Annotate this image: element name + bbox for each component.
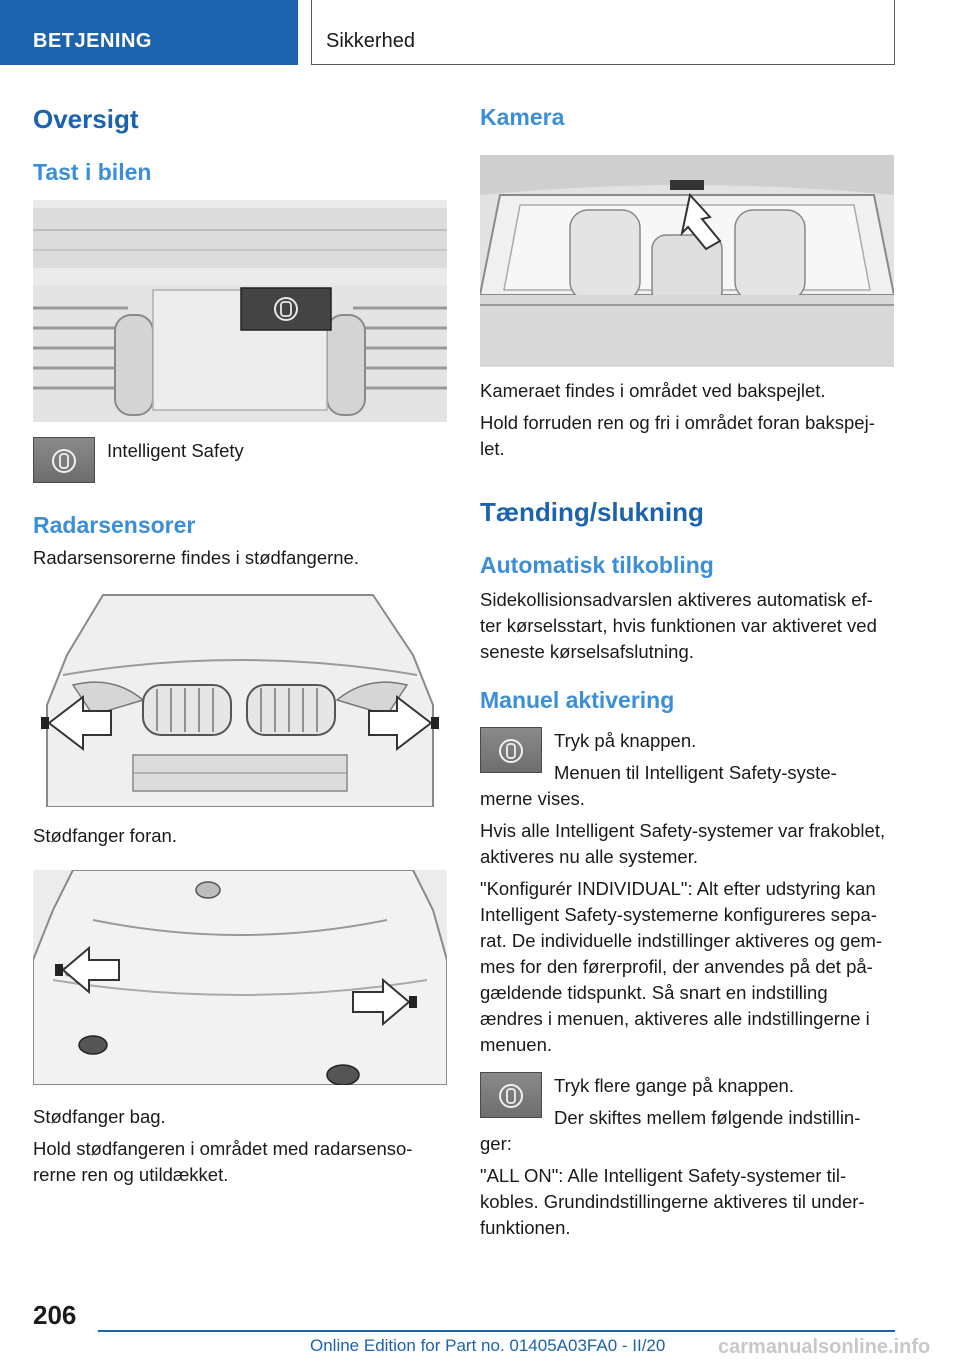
konfigurer-line1: "Konfigurér INDIVIDUAL": Alt efter udstyring kan bbox=[480, 878, 876, 899]
rear-bumper-caption: Stødfanger bag. bbox=[33, 1106, 166, 1127]
press-repeat-text: Tryk flere gange på knappen. bbox=[554, 1075, 794, 1096]
front-bumper-caption: Stødfanger foran. bbox=[33, 825, 177, 846]
page-number: 206 bbox=[33, 1300, 77, 1330]
konfigurer-line6: ændres i menuen, aktiveres alle indstillingerne i bbox=[480, 1008, 870, 1029]
konfigurer-line4: mes for den førerprofil, der anvendes på det på- bbox=[480, 956, 873, 977]
heading-oversigt: Oversigt bbox=[33, 104, 139, 134]
menu-text-line2: merne vises. bbox=[480, 788, 585, 809]
heading-automatisk-tilkobling: Automatisk tilkobling bbox=[480, 552, 714, 578]
switch-text-line2: ger: bbox=[480, 1133, 512, 1154]
dashboard-button-illustration bbox=[33, 200, 447, 422]
edition-text: Online Edition for Part no. 01405A03FA0 - II/20 bbox=[310, 1336, 666, 1355]
hvis-paragraph-line1: Hvis alle Intelligent Safety-systemer var frakoblet, bbox=[480, 820, 886, 841]
heading-manuel-aktivering: Manuel aktivering bbox=[480, 687, 675, 713]
press-button-text: Tryk på knappen. bbox=[554, 730, 697, 751]
konfigurer-line3: rat. De individuelle indstillinger aktiveres og gem- bbox=[480, 930, 883, 951]
clean-paragraph-line2: rerne ren og utildækket. bbox=[33, 1164, 229, 1185]
heading-tast-i-bilen: Tast i bilen bbox=[33, 159, 152, 185]
footer-divider bbox=[98, 1330, 895, 1332]
clean-paragraph-line1: Hold stødfangeren i området med radarsenso- bbox=[33, 1138, 413, 1159]
all-on-line1: "ALL ON": Alle Intelligent Safety-systemer til- bbox=[480, 1165, 847, 1186]
radar-paragraph: Radarsensorerne findes i stødfangerne. bbox=[33, 547, 359, 568]
hvis-paragraph-line2: aktiveres nu alle systemer. bbox=[480, 846, 698, 867]
auto-paragraph-line1: Sidekollisionsadvarslen aktiveres automatisk ef- bbox=[480, 589, 873, 610]
camera-paragraph-2-line2: let. bbox=[480, 438, 505, 459]
watermark: carmanualsonline.info bbox=[718, 1336, 931, 1358]
all-on-line2: kobles. Grundindstillingerne aktiveres til under- bbox=[480, 1191, 865, 1212]
intelligent-safety-button-icon bbox=[33, 437, 95, 483]
camera-paragraph-1: Kameraet findes i området ved bakspejlet. bbox=[480, 380, 826, 401]
heading-taending: Tænding/slukning bbox=[480, 497, 704, 527]
rear-bumper-illustration bbox=[33, 870, 447, 1085]
intelligent-safety-button-icon-3 bbox=[480, 1072, 542, 1118]
konfigurer-line5: gældende tidspunkt. Så snart en indstilling bbox=[480, 982, 828, 1003]
heading-kamera: Kamera bbox=[480, 104, 565, 130]
front-bumper-illustration bbox=[33, 585, 447, 807]
menu-text-line1: Menuen til Intelligent Safety-syste- bbox=[554, 762, 837, 783]
konfigurer-line2: Intelligent Safety-systemerne konfigureres sepa- bbox=[480, 904, 877, 925]
konfigurer-line7: menuen. bbox=[480, 1034, 552, 1055]
all-on-line3: funktionen. bbox=[480, 1217, 571, 1238]
camera-illustration bbox=[480, 155, 894, 367]
section-tab: BETJENING bbox=[0, 0, 298, 65]
chapter-title: Sikkerhed bbox=[311, 0, 895, 65]
auto-paragraph-line2: ter kørselsstart, hvis funktionen var aktiveret ved bbox=[480, 615, 877, 636]
switch-text-line1: Der skiftes mellem følgende indstillin- bbox=[554, 1107, 861, 1128]
button-caption: Intelligent Safety bbox=[107, 440, 244, 461]
intelligent-safety-button-icon-2 bbox=[480, 727, 542, 773]
heading-radarsensorer: Radarsensorer bbox=[33, 512, 196, 538]
camera-paragraph-2-line1: Hold forruden ren og fri i området foran bakspej- bbox=[480, 412, 875, 433]
auto-paragraph-line3: seneste kørselsafslutning. bbox=[480, 641, 694, 662]
